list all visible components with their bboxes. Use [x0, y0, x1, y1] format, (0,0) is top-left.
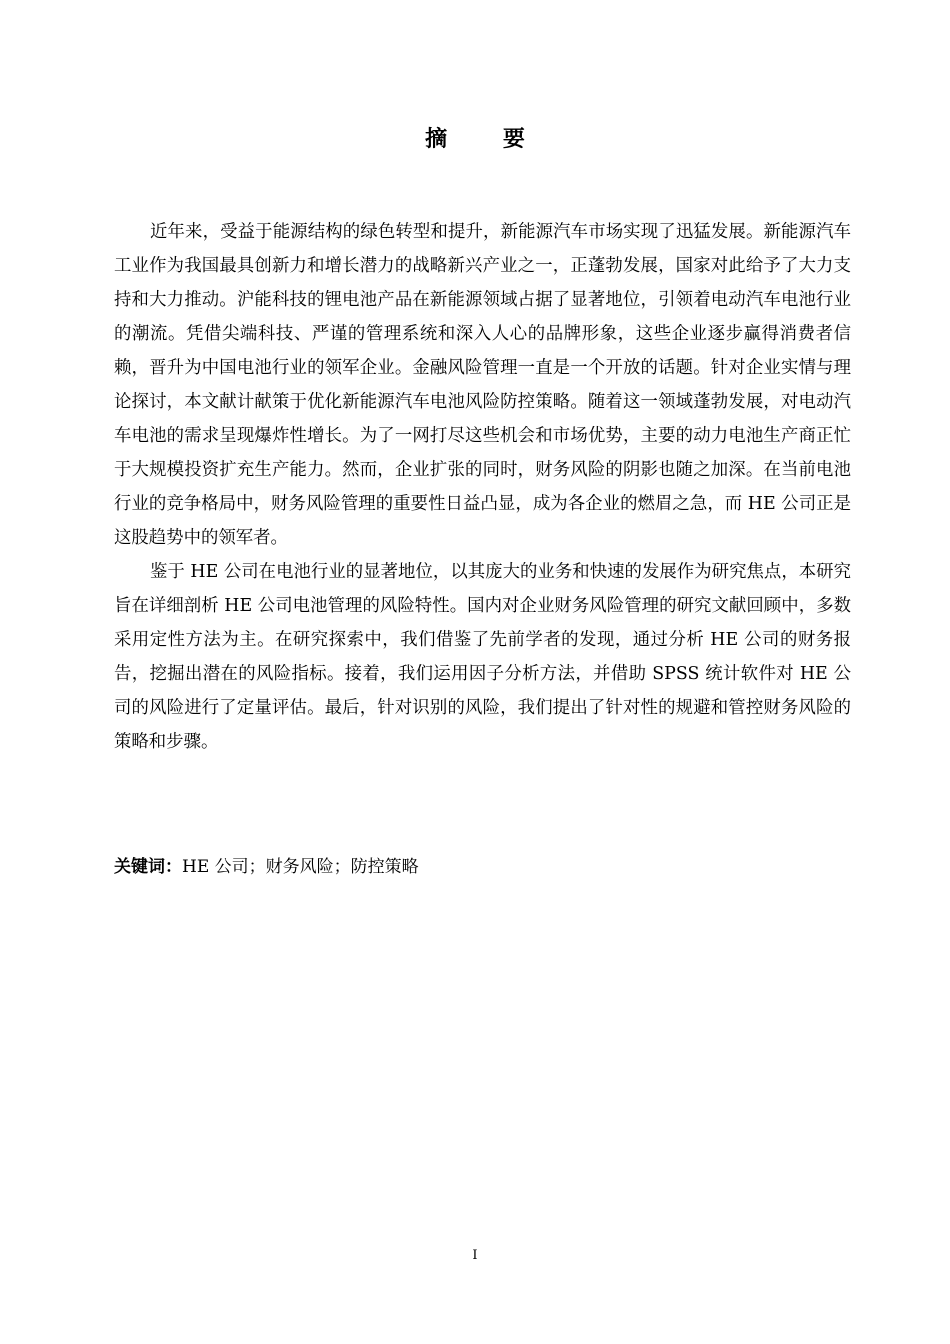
abstract-paragraph-1: 近年来，受益于能源结构的绿色转型和提升，新能源汽车市场实现了迅猛发展。新能源汽车工业作为我国最具创新力和增长潜力的战略新兴产业之一，正蓬勃发展，国家对此给予了大力支持和大力推动。沪能科技的锂电池产品在新能源领域占据了显著地位，引领着电动汽车电池行业的潮流。凭借尖端科技、严谨的管理系统和深入人心的品牌形象，这些企业逐步赢得消费者信赖，晋升为中国电池行业的领军企业。金融风险管理一直是一个开放的话题。针对企业实情与理论探讨，本文献计献策于优化新能源汽车电池风险防控策略。随着这一领域蓬勃发展，对电动汽车电池的需求呈现爆炸性增长。为了一网打尽这些机会和市场优势，主要的动力电池生产商正忙于大规模投资扩充生产能力。然而，企业扩张的同时，财务风险的阴影也随之加深。在当前电池行业的竞争格局中，财务风险管理的重要性日益凸显，成为各企业的燃眉之急，而 HE 公司正是这股趋势中的领军者。	[114, 222, 851, 548]
keywords-text: HE 公司；财务风险；防控策略	[182, 857, 419, 877]
abstract-paragraph-2: 鉴于 HE 公司在电池行业的显著地位，以其庞大的业务和快速的发展作为研究焦点，本研究旨在详细剖析 HE 公司电池管理的风险特性。国内对企业财务风险管理的研究文献回顾中，多数采用定性方法为主。在研究探索中，我们借鉴了先前学者的发现，通过分析 HE 公司的财务报告，挖掘出潜在的风险指标。接着，我们运用因子分析方法，并借助 SPSS 统计软件对 HE 公司的风险进行了定量评估。最后，针对识别的风险，我们提出了针对性的规避和管控财务风险的策略和步骤。	[114, 562, 851, 752]
page-title: 摘 要	[425, 127, 549, 152]
keywords-label: 关键词：	[114, 857, 182, 877]
abstract-body	[114, 215, 851, 759]
page-number: I	[472, 1248, 478, 1263]
keywords-line	[114, 852, 419, 882]
